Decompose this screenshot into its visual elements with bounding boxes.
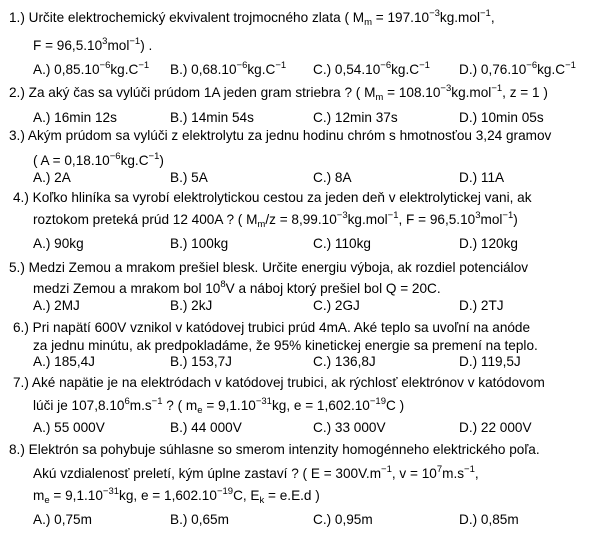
text-run: D.) 0,85m <box>459 512 519 527</box>
superscript: −3 <box>429 8 440 19</box>
superscript: −3 <box>440 83 452 94</box>
superscript: −1 <box>491 83 503 94</box>
question-text <box>13 190 532 206</box>
text-run: za jednu minútu, ak predpokladáme, že 95% kinetickej energie sa premení na teplo. <box>33 338 538 353</box>
question-text-continued <box>33 398 404 414</box>
answer-option-a[interactable] <box>33 110 117 126</box>
answer-option-d[interactable] <box>459 512 519 528</box>
superscript: −1 <box>464 464 475 475</box>
question-text <box>13 375 545 391</box>
question-text-continued <box>33 212 518 228</box>
question-text-continued <box>33 281 441 297</box>
text-run: D.) 2TJ <box>459 298 504 313</box>
text-run: C.) 0,54.10 <box>313 62 381 77</box>
answer-option-d[interactable] <box>459 236 518 252</box>
text-run: Akú vzdialenosť preletí, kým úplne zastaví ? ( E = 300V.m <box>33 466 382 481</box>
text-run: = 9,1.10 <box>202 398 256 413</box>
text-run: , F = 96,5.10 <box>398 212 476 227</box>
superscript: −31 <box>102 486 120 497</box>
text-run: 1.) Určite elektrochemický ekvivalent trojmocného zlata ( M <box>9 10 365 25</box>
answer-option-b[interactable] <box>170 236 228 252</box>
superscript: −1 <box>565 60 576 71</box>
text-run: D.) 10min 05s <box>459 110 544 125</box>
text-run: B.) 5A <box>170 170 208 185</box>
answer-option-c[interactable] <box>313 420 386 436</box>
answer-option-a[interactable] <box>33 170 71 186</box>
text-run: B.) 0,68.10 <box>170 62 237 77</box>
answer-option-a[interactable] <box>33 354 95 370</box>
superscript: −1 <box>387 210 399 221</box>
superscript: −3 <box>336 210 348 221</box>
text-run: C.) 33 000V <box>313 420 386 435</box>
superscript: −31 <box>255 396 272 407</box>
answer-option-c[interactable] <box>313 170 352 186</box>
answer-option-c[interactable] <box>313 236 371 252</box>
text-run: ) . <box>140 38 153 53</box>
text-run: A.) 0,75m <box>33 512 92 527</box>
text-run: kg.C <box>110 62 139 77</box>
superscript: −1 <box>381 464 392 475</box>
subscript: e <box>44 495 50 506</box>
question-text-continued <box>33 338 538 354</box>
text-run: ) <box>513 212 518 227</box>
question-text <box>9 442 540 458</box>
text-run: C, E <box>233 488 260 503</box>
text-run: kg, e = 1,602.10 <box>271 398 370 413</box>
text-run: D.) 119,5J <box>459 354 521 369</box>
subscript: m <box>375 92 384 103</box>
text-run: m.s <box>442 466 465 481</box>
text-run: , <box>474 466 479 481</box>
text-run: B.) 153,7J <box>170 354 232 369</box>
superscript: −6 <box>380 60 392 71</box>
question-text <box>13 320 530 336</box>
text-run: C.) 12min 37s <box>313 110 398 125</box>
text-run: = 197.10 <box>372 10 430 25</box>
text-run: 7.) Aké napätie je na elektródach v katódovej trubici, ak rýchlosť elektrónov v katódovom <box>13 375 545 390</box>
answer-option-c[interactable] <box>313 512 373 528</box>
superscript: 7 <box>436 464 443 475</box>
text-run: /z = 8,99.10 <box>265 212 337 227</box>
text-run: D.) 11A <box>459 170 505 185</box>
answer-option-b[interactable] <box>170 62 286 78</box>
text-run: kg.C <box>391 62 420 77</box>
text-run: B.) 14min 54s <box>170 110 254 125</box>
text-run: 5.) Medzi Zemou a mrakom prešiel blesk. Určite energiu výboja, ak rozdiel potenciálov <box>9 260 529 275</box>
text-run: , z = 1 ) <box>502 85 548 100</box>
text-run: kg.C <box>120 153 149 168</box>
answer-option-c[interactable] <box>313 110 398 126</box>
text-run: ? ( m <box>162 398 198 413</box>
answer-option-c[interactable] <box>313 298 360 314</box>
superscript: −19 <box>369 396 386 407</box>
text-run: = 108.10 <box>383 85 441 100</box>
answer-option-d[interactable] <box>459 298 504 314</box>
superscript: 3 <box>475 210 481 221</box>
superscript: −6 <box>526 60 538 71</box>
text-run: 6.) Pri napätí 600V vznikol v katódovej trubici prúd 4mA. Aké teplo sa uvoľní na anóde <box>13 320 531 335</box>
text-run: D.) 0,76.10 <box>459 62 527 77</box>
answer-option-b[interactable] <box>170 298 212 314</box>
superscript: −1 <box>419 60 430 71</box>
text-run: C.) 110kg <box>313 236 371 251</box>
text-run: C ) <box>385 398 405 413</box>
text-run: C.) 136,8J <box>313 354 376 369</box>
subscript: e <box>197 405 203 416</box>
answer-option-b[interactable] <box>170 512 229 528</box>
answer-option-a[interactable] <box>33 298 80 314</box>
text-run: A.) 185,4J <box>33 354 95 369</box>
superscript: −6 <box>99 60 111 71</box>
text-run: V a náboj ktorý prešiel bol Q = 20C. <box>225 281 441 296</box>
superscript: −19 <box>216 486 234 497</box>
question-text-continued <box>33 488 320 504</box>
text-run: A.) 55 000V <box>33 420 105 435</box>
answer-option-a[interactable] <box>33 236 84 252</box>
text-run: A.) 0,85.10 <box>33 62 100 77</box>
question-text-continued <box>33 466 479 482</box>
text-run: ) <box>159 153 164 168</box>
text-run: mol <box>480 212 503 227</box>
answer-option-a[interactable] <box>33 420 105 436</box>
superscript: −1 <box>502 210 514 221</box>
superscript: −1 <box>138 60 150 71</box>
question-text-continued <box>33 153 164 169</box>
superscript: −6 <box>109 151 121 162</box>
text-run: B.) 0,65m <box>170 512 229 527</box>
text-run: = 9,1.10 <box>49 488 103 503</box>
text-run: ( A = 0,18.10 <box>33 153 110 168</box>
text-run: F = 96,5.10 <box>33 38 103 53</box>
text-run: , v = 10 <box>391 466 437 481</box>
answer-option-b[interactable] <box>170 110 254 126</box>
text-run: 3.) Akým prúdom sa vylúči z elektrolytu za jednu hodinu chróm s hmotnosťou 3,24 gramov <box>9 128 552 143</box>
answer-option-a[interactable] <box>33 62 149 78</box>
answer-option-b[interactable] <box>170 170 208 186</box>
text-run: kg.C <box>247 62 276 77</box>
text-run: B.) 100kg <box>170 236 229 251</box>
answer-option-c[interactable] <box>313 354 376 370</box>
text-run: m <box>33 488 45 503</box>
text-run: C.) 8A <box>313 170 352 185</box>
superscript: 8 <box>220 279 226 290</box>
subscript: k <box>259 495 265 506</box>
text-run: C.) 2GJ <box>313 298 360 313</box>
answer-option-a[interactable] <box>33 512 92 528</box>
answer-option-d[interactable] <box>459 420 532 436</box>
superscript: 3 <box>102 36 108 47</box>
text-run: lúči je 107,8.10 <box>33 398 125 413</box>
text-run: 8.) Elektrón sa pohybuje súhlasne so smerom intenzity homogénneho elektrického poľa. <box>9 442 540 457</box>
superscript: −1 <box>479 8 491 19</box>
superscript: −1 <box>148 151 160 162</box>
answer-option-c[interactable] <box>313 62 430 78</box>
text-run: B.) 44 000V <box>170 420 242 435</box>
text-run: roztokom preteká prúd 12 400A ? ( M <box>33 212 258 227</box>
subscript: m <box>257 219 266 230</box>
text-run: , <box>490 10 495 25</box>
text-run: kg.mol <box>451 85 492 100</box>
superscript: −1 <box>275 60 287 71</box>
text-run: mol <box>107 38 130 53</box>
text-run: A.) 90kg <box>33 236 84 251</box>
text-run: A.) 2MJ <box>33 298 80 313</box>
text-run: A.) 2A <box>33 170 71 185</box>
superscript: −1 <box>129 36 141 47</box>
text-run: kg.mol <box>439 10 480 25</box>
text-run: kg, e = 1,602.10 <box>119 488 217 503</box>
text-run: kg.C <box>537 62 566 77</box>
text-run: kg.mol <box>347 212 388 227</box>
text-run: = e.E.d ) <box>264 488 320 503</box>
question-text <box>9 128 551 144</box>
text-run: 4.) Koľko hliníka sa vyrobí elektrolytickou cestou za jeden deň v elektrolytickej vani, ak <box>13 190 532 205</box>
subscript: m <box>364 17 372 28</box>
text-run: C.) 0,95m <box>313 512 373 527</box>
answer-option-b[interactable] <box>170 354 232 370</box>
text-run: D.) 22 000V <box>459 420 532 435</box>
superscript: −1 <box>151 396 163 407</box>
text-run: m.s <box>129 398 152 413</box>
superscript: −6 <box>236 60 248 71</box>
answer-option-d[interactable] <box>459 110 544 126</box>
answer-option-d[interactable] <box>459 62 576 78</box>
text-run: 2.) Za aký čas sa vylúči prúdom 1A jeden gram striebra ? ( M <box>9 85 376 100</box>
text-run: medzi Zemou a mrakom bol 10 <box>33 281 221 296</box>
answer-option-d[interactable] <box>459 170 504 186</box>
answer-option-d[interactable] <box>459 354 521 370</box>
question-text-continued <box>33 38 152 54</box>
question-text <box>9 85 548 101</box>
text-run: D.) 120kg <box>459 236 518 251</box>
text-run: B.) 2kJ <box>170 298 213 313</box>
superscript: 6 <box>124 396 130 407</box>
text-run: A.) 16min 12s <box>33 110 117 125</box>
answer-option-b[interactable] <box>170 420 242 436</box>
question-text <box>9 10 495 26</box>
question-text <box>9 260 528 276</box>
